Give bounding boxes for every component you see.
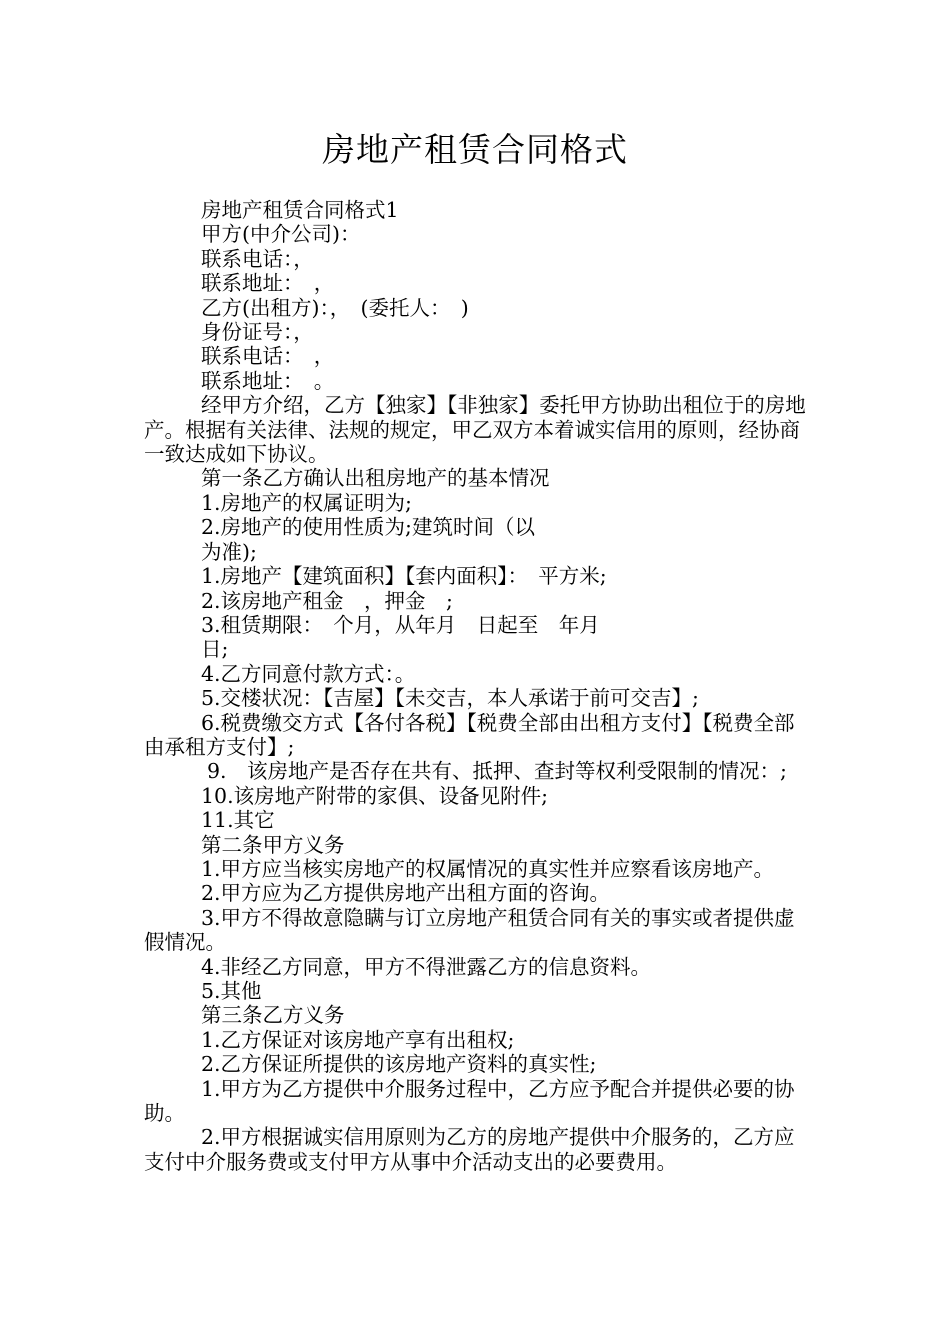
paragraph: 联系电话：，: [201, 246, 314, 271]
paragraph: 2.房地产的使用性质为;建筑时间（以: [201, 515, 535, 540]
paragraph: 2.乙方保证所提供的该房地产资料的真实性;: [201, 1052, 597, 1077]
paragraph: 1.甲方应当核实房地产的权属情况的真实性并应察看该房地产。: [201, 856, 775, 881]
paragraph: 乙方(出租方)：， (委托人： ): [201, 295, 469, 320]
paragraph: 5.交楼状况：【吉屋】【未交吉，本人承诺于前可交吉】;: [201, 686, 699, 711]
paragraph: 2.甲方应为乙方提供房地产出租方面的咨询。: [201, 881, 611, 906]
paragraph: 4.乙方同意付款方式：。: [201, 661, 416, 686]
paragraph: 11.其它: [201, 808, 275, 833]
paragraph: 10.该房地产附带的家俱、设备见附件;: [201, 783, 549, 808]
paragraph: 5.其他: [201, 979, 262, 1003]
paragraph: 日;: [201, 637, 229, 662]
paragraph: 联系地址： 。: [201, 368, 335, 393]
paragraph: 9. 该房地产是否存在共有、抵押、查封等权利受限制的情况：;: [207, 759, 787, 784]
paragraph: 1.甲方为乙方提供中介服务过程中，乙方应予配合并提供必要的协助。: [144, 1076, 795, 1126]
paragraph: 1.房地产【建筑面积】【套内面积】： 平方米;: [201, 564, 607, 589]
paragraph: 6.税费缴交方式【各付各税】【税费全部由出租方支付】【税费全部由承租方支付】;: [144, 710, 795, 759]
paragraph: 3.甲方不得故意隐瞒与订立房地产租赁合同有关的事实或者提供虚假情况。: [144, 905, 795, 955]
paragraph: 3.租赁期限： 个月，从年月 日起至 年月: [201, 612, 600, 637]
paragraph: 1.房地产的权属证明为;: [201, 490, 412, 515]
paragraph: 联系电话： ，: [201, 344, 335, 369]
section-heading: 第一条乙方确认出租房地产的基本情况: [201, 466, 550, 491]
paragraph: 身份证号：，: [201, 320, 314, 345]
paragraph: 2.甲方根据诚实信用原则为乙方的房地产提供中介服务的，乙方应支付中介服务费或支付甲方从事中介活动支出的必要费用。: [144, 1125, 795, 1174]
paragraph: 经甲方介绍，乙方【独家】【非独家】委托甲方协助出租位于的房地产。根据有关法律、法规的规定，甲乙双方本着诚实信用的原则，经协商一致达成如下协议。: [144, 393, 806, 467]
document-title: 房地产租赁合同格式: [322, 130, 628, 169]
paragraph: 4.非经乙方同意，甲方不得泄露乙方的信息资料。: [201, 954, 652, 979]
paragraph: 联系地址： ，: [201, 271, 335, 296]
paragraph: 2.该房地产租金 ，押金 ;: [201, 588, 453, 613]
section-heading: 第三条乙方义务: [201, 1003, 345, 1028]
paragraph: 为准);: [201, 539, 257, 564]
document-body: [144, 198, 810, 1174]
paragraph: 甲方(中介公司)：: [201, 222, 361, 247]
section-heading: 第二条甲方义务: [201, 832, 345, 857]
paragraph: 1.乙方保证对该房地产享有出租权;: [201, 1027, 515, 1052]
paragraph: 房地产租赁合同格式1: [201, 198, 399, 222]
